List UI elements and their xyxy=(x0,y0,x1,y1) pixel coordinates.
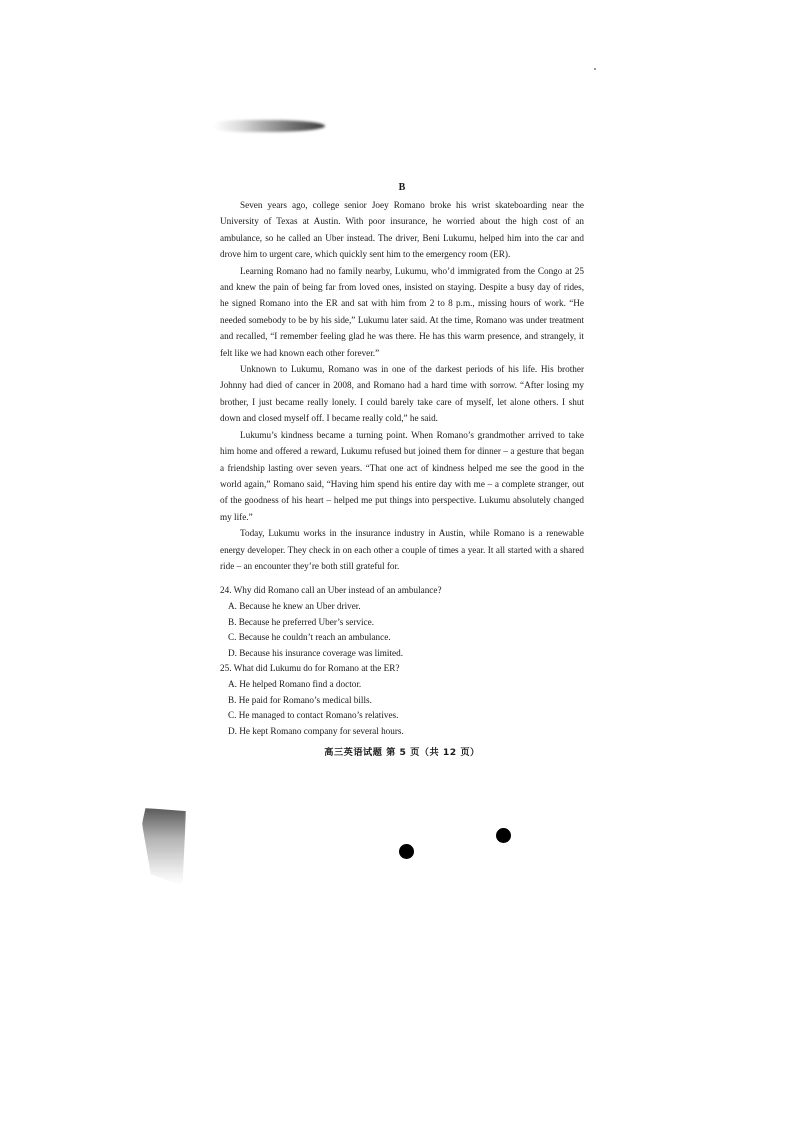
passage-paragraph-5: Today, Lukumu works in the insurance industry in Austin, while Romano is a renewable energy developer. They check in on each other a couple of times a year. It all started with a shared ride – an encounter they’re both still grateful for. xyxy=(220,528,584,571)
scan-smudge-top xyxy=(213,120,325,132)
page-footer: 高三英语试题 第 5 页（共 12 页） xyxy=(324,747,480,758)
punch-hole xyxy=(496,828,511,843)
option-d: D. Because his insurance coverage was limited. xyxy=(228,647,404,658)
reading-passage xyxy=(220,197,584,574)
option-c: C. He managed to contact Romano’s relatives. xyxy=(228,710,399,721)
scan-smudge-bottom xyxy=(142,808,186,886)
option-a: A. Because he knew an Uber driver. xyxy=(228,600,361,611)
section-title: B xyxy=(398,182,406,193)
exam-page xyxy=(220,180,584,739)
passage-paragraph-4: Lukumu’s kindness became a turning point. When Romano’s grandmother arrived to take him home and offered a reward, Lukumu refused but joined them for dinner – a gesture that began a friendship lasting over seven years. “That one act of kindness helped me see the good in the world again,” Romano said, “Having him spend his entire day with me – a complete stranger, out of the goodness of his heart – helped me put things into perspective. Lukumu absolutely changed my life.” xyxy=(220,429,584,522)
passage-paragraph-2: Learning Romano had no family nearby, Lukumu, who’d immigrated from the Congo at 25 and knew the pain of being far from loved ones, insisted on staying. Despite a busy day of rides, he signed Romano into the ER and sat with him from 2 to 8 p.m., missing hours of work. “He needed somebody to be by his side,” Lukumu later said. At the time, Romano was under treatment and recalled, “I remember feeling glad he was there. He has this warm presence, and strangely, it felt like we had known each other forever.” xyxy=(220,265,584,358)
question-25 xyxy=(220,661,584,739)
option-b: B. He paid for Romano’s medical bills. xyxy=(228,694,372,705)
option-d: D. He kept Romano company for several hours. xyxy=(228,725,404,736)
option-a: A. He helped Romano find a doctor. xyxy=(228,678,362,689)
option-c: C. Because he couldn’t reach an ambulance. xyxy=(228,632,391,643)
scan-speck xyxy=(594,68,596,70)
punch-hole xyxy=(399,844,414,859)
passage-paragraph-3: Unknown to Lukumu, Romano was in one of the darkest periods of his life. His brother Johnny had died of cancer in 2008, and Romano had a hard time with sorrow. “After losing my brother, I just became really lonely. I could barely take care of myself, let alone others. I shut down and closed myself off. I became really cold,” he said. xyxy=(220,364,584,424)
option-b: B. Because he preferred Uber’s service. xyxy=(228,616,374,627)
question-list xyxy=(220,583,584,739)
passage-paragraph-1: Seven years ago, college senior Joey Romano broke his wrist skateboarding near the University of Texas at Austin. With poor insurance, he worried about the high cost of an ambulance, so he called an Uber instead. The driver, Beni Lukumu, helped him into the car and drove him to urgent care, which quickly sent him to the emergency room (ER). xyxy=(220,200,584,260)
question-stem: 25. What did Lukumu do for Romano at the ER? xyxy=(220,663,400,674)
question-stem: 24. Why did Romano call an Uber instead of an ambulance? xyxy=(220,585,442,596)
question-24 xyxy=(220,583,584,661)
